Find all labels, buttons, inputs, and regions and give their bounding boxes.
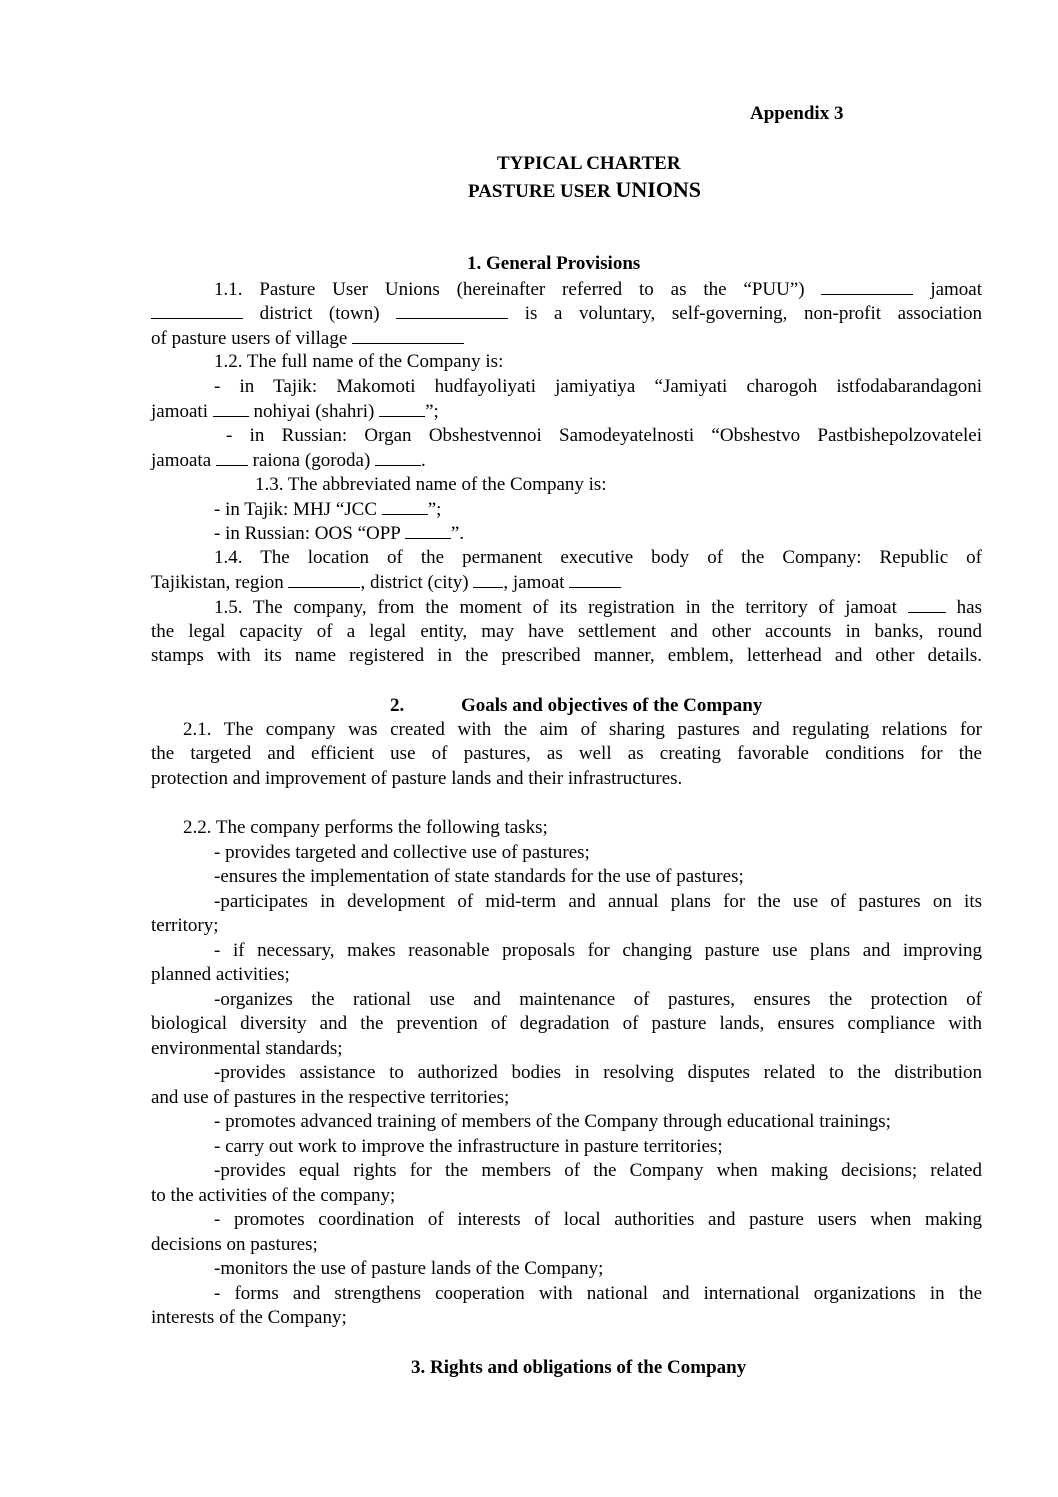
task-item-cont: environmental standards;	[151, 1038, 343, 1059]
task-item: - if necessary, makes reasonable proposals for changing pasture use plans and improving	[214, 940, 982, 961]
para-1-2-tajik-cont: jamoati nohiyai (shahri) ”;	[151, 401, 439, 422]
task-item: - carry out work to improve the infrastructure in pasture territories;	[214, 1136, 723, 1157]
task-item-cont: to the activities of the company;	[151, 1185, 396, 1206]
section-1-heading: 1. General Provisions	[467, 253, 641, 274]
task-item-cont: biological diversity and the prevention of degradation of pasture lands, ensures compliance with	[151, 1013, 982, 1034]
task-item: -monitors the use of pasture lands of the Company;	[214, 1258, 604, 1279]
para-1-5: 1.5. The company, from the moment of its registration in the territory of jamoat has	[214, 597, 982, 618]
para-2-1-line2: the targeted and efficient use of pastures, as well as creating favorable conditions for the	[151, 743, 982, 764]
task-item: - promotes coordination of interests of local authorities and pasture users when making	[214, 1209, 982, 1230]
task-item-cont: territory;	[151, 915, 219, 936]
para-1-2-tajik: - in Tajik: Makomoti hudfayoliyati jamiyatiya “Jamiyati charogoh istfodabarandagoni	[214, 376, 982, 397]
task-item: -organizes the rational use and maintenance of pastures, ensures the protection of	[214, 989, 982, 1010]
para-2-1-line1: 2.1. The company was created with the aim of sharing pastures and regulating relations for	[183, 719, 982, 740]
para-1-1-line2: district (town) is a voluntary, self-governing, non-profit association	[151, 301, 982, 326]
para-1-2-russian: - in Russian: Organ Obshestvennoi Samodeyatelnosti “Obshestvo Pastbishepolzovatelei	[226, 425, 982, 446]
para-1-4-cont: Tajikistan, region , district (city) , jamoat	[151, 570, 621, 595]
task-item-cont: decisions on pastures;	[151, 1234, 318, 1255]
para-1-2-russian-cont: jamoata raiona (goroda) .	[151, 450, 426, 471]
task-item-cont: interests of the Company;	[151, 1307, 347, 1328]
task-item: -provides equal rights for the members of the Company when making decisions; related	[214, 1160, 982, 1181]
section-2-heading: Goals and objectives of the Company	[461, 695, 763, 716]
para-1-3: 1.3. The abbreviated name of the Company is:	[255, 474, 607, 495]
para-1-4: 1.4. The location of the permanent executive body of the Company: Republic of	[214, 547, 982, 568]
para-1-1-line3: of pasture users of village	[151, 326, 464, 351]
task-item: -ensures the implementation of state standards for the use of pastures;	[214, 866, 744, 887]
task-item: - forms and strengthens cooperation with national and international organizations in the	[214, 1283, 982, 1304]
para-1-2: 1.2. The full name of the Company is:	[214, 351, 504, 372]
task-item-cont: planned activities;	[151, 964, 290, 985]
para-2-2: 2.2. The company performs the following tasks;	[183, 817, 548, 838]
para-1-1-line1: 1.1. Pasture User Unions (hereinafter referred to as the “PUU”) jamoat	[214, 279, 983, 300]
task-item-cont: and use of pastures in the respective territories;	[151, 1087, 510, 1108]
task-item: -participates in development of mid-term and annual plans for the use of pastures on its	[214, 891, 982, 912]
task-item: - promotes advanced training of members of the Company through educational trainings;	[214, 1111, 891, 1132]
para-1-3-russian: - in Russian: OOS “OPP ”.	[214, 523, 465, 544]
section-2-number: 2.	[390, 695, 405, 716]
title-line-2: PASTURE USER UNIONS	[468, 177, 702, 202]
task-item: - provides targeted and collective use of pastures;	[214, 842, 590, 863]
para-1-5-line2: the legal capacity of a legal entity, may have settlement and other accounts in banks, round	[151, 621, 982, 642]
appendix-label: Appendix 3	[750, 103, 844, 124]
para-1-3-tajik: - in Tajik: MHJ “JCC ”;	[214, 499, 442, 520]
task-item: -provides assistance to authorized bodies in resolving disputes related to the distribution	[214, 1062, 982, 1083]
section-3-heading: 3. Rights and obligations of the Company	[411, 1357, 747, 1378]
para-1-5-line3: stamps with its name registered in the prescribed manner, emblem, letterhead and other details.	[151, 645, 982, 666]
para-2-1-line3: protection and improvement of pasture lands and their infrastructures.	[151, 768, 683, 789]
title-line-1: TYPICAL CHARTER	[497, 153, 681, 174]
